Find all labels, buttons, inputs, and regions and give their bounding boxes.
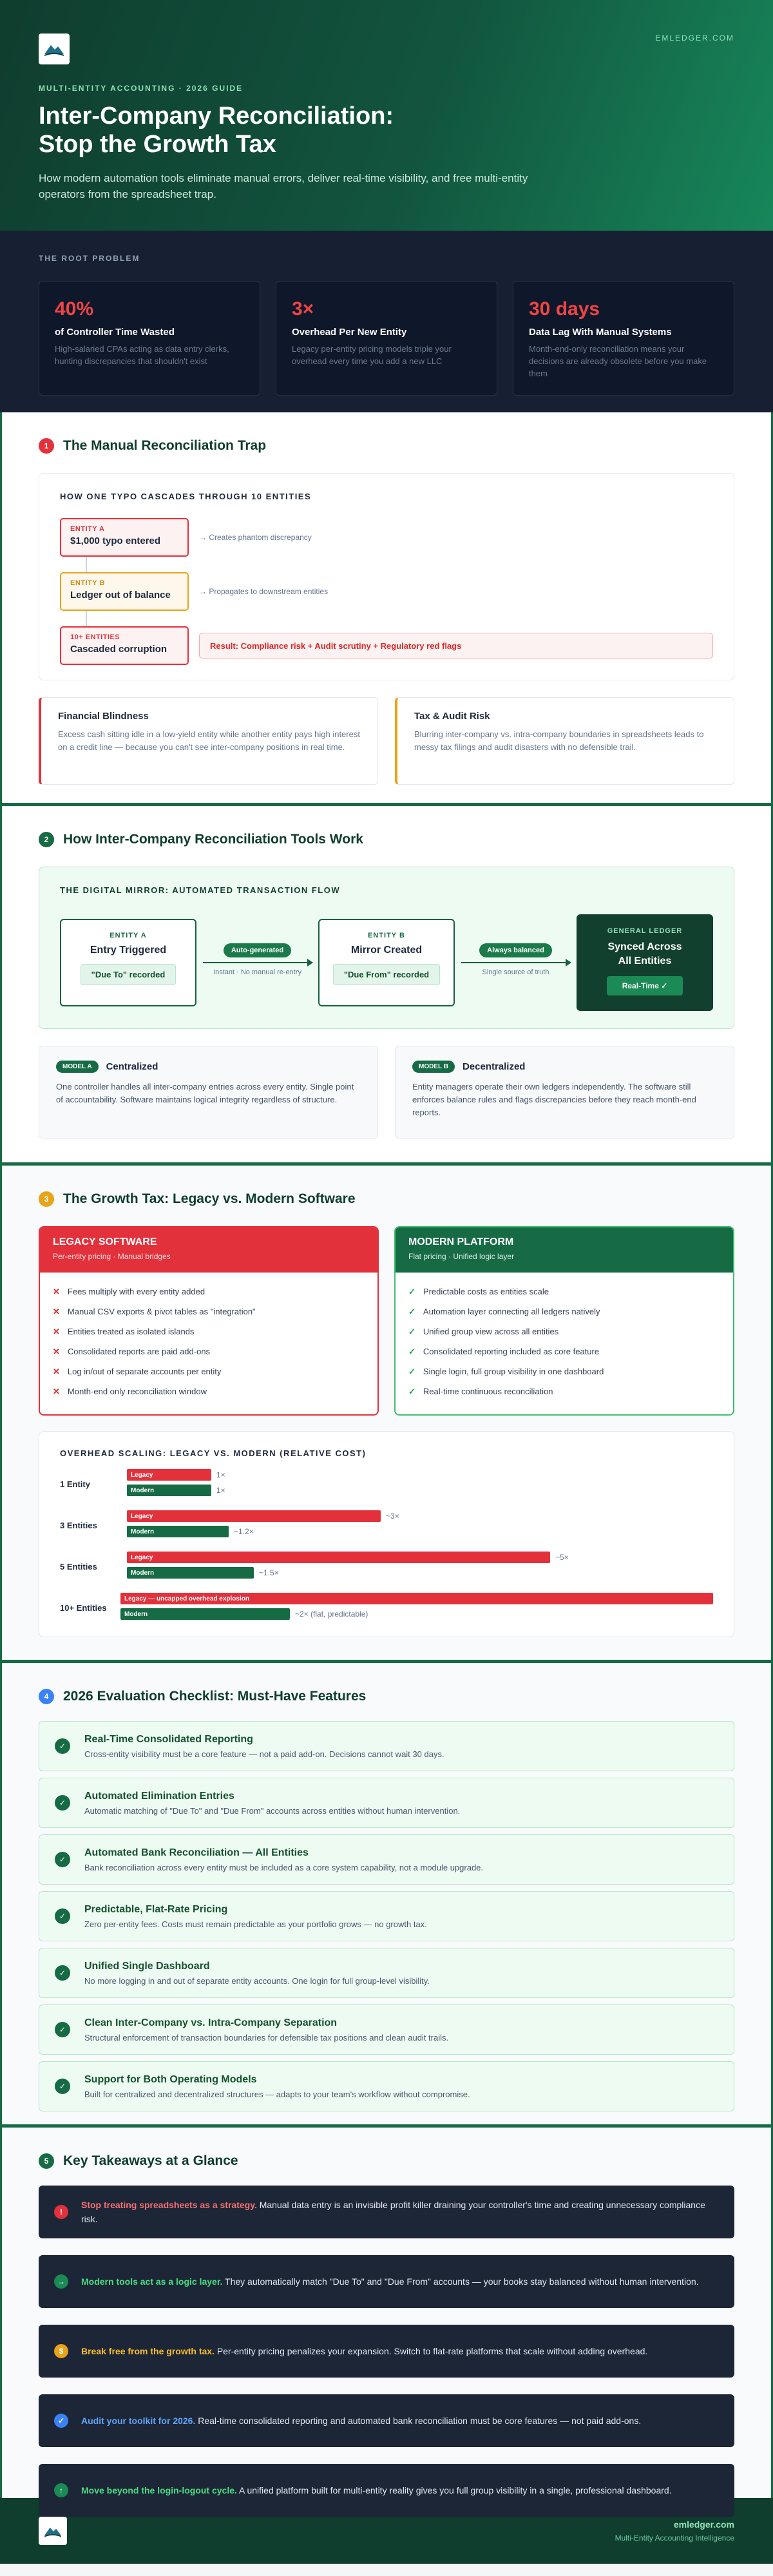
modern-bar: Modern <box>120 1608 290 1620</box>
model-title: Centralized <box>106 1061 158 1072</box>
takeaway-lead: Stop treating spreadsheets as a strategy. <box>81 2200 257 2210</box>
arrow-sub: Single source of truth <box>482 968 549 976</box>
section-growth-tax <box>0 1166 773 1660</box>
stat-title: Overhead Per New Entity <box>292 327 407 338</box>
check-icon: ✓ <box>408 1286 415 1296</box>
overhead-scaling-chart <box>39 1431 734 1637</box>
model-header <box>412 1061 717 1073</box>
takeaway-card <box>39 2464 734 2517</box>
footer-tagline: Multi-Entity Accounting Intelligence <box>615 2533 734 2542</box>
check-icon: ✓ <box>55 1795 70 1811</box>
model-card-decentralized <box>395 1046 734 1139</box>
list-item <box>408 1381 720 1401</box>
checklist-title: Automated Elimination Entries <box>84 1790 234 1802</box>
checklist-desc: Zero per-entity fees. Costs must remain predictable as your portfolio grows — no growth tax. <box>84 1919 427 1929</box>
checklist-title: Predictable, Flat-Rate Pricing <box>84 1903 228 1915</box>
arrow-tag: Always balanced <box>479 943 552 957</box>
flow-arrow <box>196 943 318 982</box>
cascade-box-key: ENTITY B <box>70 579 105 587</box>
entity-title: Mirror Created <box>350 945 423 956</box>
arrow-tag: Auto-generated <box>224 943 291 957</box>
hero-subtitle: How modern automation tools eliminate manual errors, deliver real-time visibility, and free multi-entity operators from the spreadsheet trap. <box>39 172 528 200</box>
chart-rows <box>60 1468 713 1623</box>
checklist-item <box>39 1948 734 1998</box>
takeaway-icon: $ <box>54 2344 68 2358</box>
title-line-1: Inter-Company Reconciliation: <box>39 102 394 130</box>
risk-card-title: Financial Blindness <box>58 711 149 722</box>
list-item-text: Unified group view across all entities <box>423 1327 559 1336</box>
comparison-cards <box>39 1226 734 1416</box>
takeaway-text <box>81 2198 719 2226</box>
hero-eyebrow: MULTI-ENTITY ACCOUNTING · 2026 GUIDE <box>39 84 243 93</box>
legacy-software-card <box>39 1226 379 1416</box>
legacy-bar: Legacy <box>127 1510 381 1522</box>
entity-title: Entry Triggered <box>90 945 167 956</box>
list-item-text: Fees multiply with every entity added <box>67 1287 205 1296</box>
cascade-box <box>60 518 189 557</box>
modern-bar: Modern <box>127 1485 211 1496</box>
chart-category-row <box>60 1592 713 1623</box>
modern-platform-card <box>394 1226 734 1416</box>
risk-card-financial-blindness <box>39 697 378 785</box>
footer-site-link[interactable]: emledger.com <box>673 2519 734 2530</box>
checklist-title: Clean Inter-Company vs. Intra-Company Separation <box>84 2017 338 2028</box>
risk-card-title: Tax & Audit Risk <box>414 711 490 722</box>
list-item <box>408 1361 720 1381</box>
legacy-bar: Legacy <box>127 1469 211 1481</box>
chart-bar-row <box>127 1566 713 1579</box>
stat-number: 3× <box>292 298 314 320</box>
section-number-badge: 4 <box>39 1689 54 1704</box>
section-number-badge: 1 <box>39 438 54 454</box>
chart-category-label: 10+ Entities <box>60 1602 107 1613</box>
list-item-text: Entities treated as isolated islands <box>67 1327 195 1336</box>
arrow-right-icon <box>203 962 312 963</box>
stat-title: of Controller Time Wasted <box>55 327 175 338</box>
list-item <box>408 1282 720 1302</box>
takeaway-lead: Audit your toolkit for 2026. <box>81 2416 196 2426</box>
ledger-title <box>584 940 705 968</box>
checklist-desc: Structural enforcement of transaction boundaries for defensible tax positions and clean audit trails. <box>84 2032 449 2043</box>
footer-text <box>615 2519 734 2542</box>
takeaway-text <box>81 2483 672 2497</box>
stats-row <box>39 281 734 396</box>
legacy-subtitle: Per-entity pricing · Manual bridges <box>53 1252 171 1261</box>
bar-value-label: ~1.2× <box>234 1527 254 1536</box>
bar-value-label: ~5× <box>555 1553 569 1562</box>
model-card-centralized <box>39 1046 378 1139</box>
entity-a-box <box>60 919 196 1006</box>
modern-list <box>396 1273 733 1410</box>
check-icon: ✓ <box>55 1965 70 1981</box>
chart-category-label: 5 Entities <box>60 1561 97 1572</box>
cascade-box <box>60 626 189 665</box>
chart-bar-row <box>120 1592 713 1605</box>
legacy-list <box>40 1273 377 1410</box>
modern-bar: Modern <box>127 1526 229 1537</box>
chart-bar-row <box>127 1510 713 1523</box>
cascade-box-value: Ledger out of balance <box>70 590 171 601</box>
modern-title: MODERN PLATFORM <box>408 1236 514 1247</box>
section-heading <box>39 832 734 847</box>
general-ledger-box <box>577 914 713 1011</box>
checklist-title: Unified Single Dashboard <box>84 1960 210 1972</box>
chart-category-row <box>60 1510 713 1541</box>
takeaway-body: They automatically match "Due To" and "Due From" accounts — your books stay balanced without human intervention. <box>222 2276 699 2287</box>
bar-value-label: 1× <box>216 1470 225 1479</box>
modern-subtitle: Flat pricing · Unified logic layer <box>408 1252 515 1261</box>
site-url[interactable]: EMLEDGER.COM <box>655 34 734 43</box>
legacy-header <box>40 1227 377 1273</box>
chart-bar-row <box>127 1468 713 1481</box>
chart-category-row <box>60 1551 713 1582</box>
takeaway-body: Per-entity pricing penalizes your expansion. Switch to flat-rate platforms that scale without adding overhead. <box>214 2346 648 2356</box>
digital-mirror-panel <box>39 867 734 1029</box>
checklist-desc: No more logging in and out of separate entity accounts. One login for full group-level visibility. <box>84 1975 430 1986</box>
modern-bar: Modern <box>127 1567 254 1579</box>
entity-key: ENTITY A <box>110 932 147 939</box>
title-line-2: Stop the Growth Tax <box>39 131 276 158</box>
section-title: Key Takeaways at a Glance <box>63 2153 238 2168</box>
takeaway-lead: Break free from the growth tax. <box>81 2346 215 2356</box>
list-item-text: Consolidated reports are paid add-ons <box>67 1347 211 1356</box>
model-tag: MODEL B <box>412 1061 455 1073</box>
cascade-box-key: ENTITY A <box>70 525 105 533</box>
list-item <box>408 1322 720 1341</box>
chart-category-row <box>60 1468 713 1499</box>
logo-mountain-icon <box>43 2523 62 2539</box>
entity-pill: "Due To" recorded <box>81 964 177 985</box>
checklist-desc: Automatic matching of "Due To" and "Due From" accounts across entities without human intervention. <box>84 1805 461 1816</box>
cascade-step <box>60 572 713 611</box>
modern-header <box>396 1227 733 1273</box>
connector-line <box>86 557 87 572</box>
risk-cards <box>39 697 734 785</box>
section-heading <box>39 1689 734 1704</box>
page-title <box>39 102 734 159</box>
ledger-key: GENERAL LEDGER <box>607 927 683 935</box>
stat-card <box>513 281 734 396</box>
stat-desc: High-salaried CPAs acting as data entry clerks, hunting discrepancies that shouldn't exist <box>55 344 229 366</box>
takeaway-card <box>39 2186 734 2238</box>
list-item-text: Consolidated reporting included as core feature <box>423 1347 600 1356</box>
list-item-text: Real-time continuous reconciliation <box>423 1387 553 1396</box>
section-evaluation-checklist <box>0 1663 773 2124</box>
list-item <box>53 1282 365 1302</box>
chart-bar-row <box>127 1551 713 1564</box>
checklist-item <box>39 1891 734 1941</box>
cascade-box-value: Cascaded corruption <box>70 644 167 655</box>
list-item <box>53 1341 365 1361</box>
cascade-box <box>60 572 189 611</box>
checklist <box>39 1721 734 2111</box>
emledger-logo[interactable] <box>39 34 70 64</box>
stat-number: 30 days <box>529 298 600 320</box>
takeaway-text <box>81 2344 647 2358</box>
cascade-box-key: 10+ ENTITIES <box>70 633 120 641</box>
legacy-bar: Legacy <box>127 1552 550 1563</box>
model-title: Decentralized <box>462 1061 526 1072</box>
real-time-button[interactable]: Real-Time ✓ <box>607 976 683 995</box>
x-icon: ✕ <box>53 1366 60 1376</box>
entity-key: ENTITY B <box>368 932 405 939</box>
stat-card <box>39 281 260 396</box>
chart-bar-group <box>127 1468 713 1499</box>
chart-bar-group <box>120 1592 713 1623</box>
section-title: 2026 Evaluation Checklist: Must-Have Features <box>63 1689 367 1704</box>
checklist-desc: Cross-entity visibility must be a core feature — not a paid add-on. Decisions cannot wait 30 days. <box>84 1749 444 1759</box>
takeaway-icon: → <box>54 2274 68 2289</box>
takeaway-icon: ↑ <box>54 2483 68 2497</box>
list-item <box>408 1341 720 1361</box>
legacy-title: LEGACY SOFTWARE <box>53 1236 157 1247</box>
ledger-title-line-1: Synced Across <box>607 941 682 952</box>
chart-bar-row <box>127 1525 713 1538</box>
stat-desc: Month-end-only reconciliation means your decisions are already obsolete before you make them <box>529 344 707 378</box>
takeaway-icon: ! <box>54 2205 68 2219</box>
chart-title: OVERHEAD SCALING: LEGACY VS. MODERN (RELATIVE COST) <box>60 1448 367 1458</box>
section-title: The Growth Tax: Legacy vs. Modern Software <box>63 1191 356 1206</box>
x-icon: ✕ <box>53 1326 60 1336</box>
x-icon: ✕ <box>53 1386 60 1396</box>
checklist-item <box>39 1834 734 1885</box>
check-icon: ✓ <box>408 1386 415 1396</box>
list-item <box>53 1322 365 1341</box>
check-icon: ✓ <box>55 1738 70 1754</box>
cascade-panel <box>39 473 734 680</box>
ledger-title-line-2: All Entities <box>618 956 672 966</box>
takeaway-list <box>39 2186 734 2517</box>
chart-category-label: 1 Entity <box>60 1479 90 1489</box>
operating-models <box>39 1046 734 1139</box>
stat-desc: Legacy per-entity pricing models triple your overhead every time you add a new LLC <box>292 344 452 366</box>
bar-value-label: ~2× (flat, predictable) <box>295 1610 368 1619</box>
x-icon: ✕ <box>53 1306 60 1316</box>
legacy-bar: Legacy — uncapped overhead explosion <box>120 1593 713 1604</box>
section-title: The Manual Reconciliation Trap <box>63 438 267 453</box>
model-tag: MODEL A <box>56 1061 99 1073</box>
panel-title: THE DIGITAL MIRROR: AUTOMATED TRANSACTION FLOW <box>60 885 341 895</box>
cascade-note: → Propagates to downstream entities <box>199 587 329 596</box>
risk-card-desc: Excess cash sitting idle in a low-yield entity while another entity pays high interest on a credit line — because you can't see inter-company positions in real time. <box>58 729 360 752</box>
entity-pill: "Due From" recorded <box>333 964 440 985</box>
checklist-desc: Bank reconciliation across every entity must be included as a core system capability, not a module upgrade. <box>84 1862 484 1872</box>
entity-b-box <box>318 919 455 1006</box>
section-manual-trap <box>0 412 773 803</box>
logo-mountain-icon <box>43 40 65 58</box>
takeaway-body: A unified platform built for multi-entity reality gives you full group visibility in a single, professional dashboard. <box>236 2485 672 2495</box>
checklist-item <box>39 1778 734 1828</box>
takeaway-icon: ✓ <box>54 2414 68 2428</box>
list-item <box>53 1361 365 1381</box>
check-icon: ✓ <box>55 1908 70 1924</box>
connector-line <box>86 611 87 626</box>
risk-card-desc: Blurring inter-company vs. intra-company boundaries in spreadsheets leads to messy tax filings and audit disasters with no defensible trail. <box>414 729 704 752</box>
checklist-title: Automated Bank Reconciliation — All Entities <box>84 1847 309 1858</box>
x-icon: ✕ <box>53 1286 60 1296</box>
takeaway-lead: Modern tools act as a logic layer. <box>81 2276 223 2287</box>
checklist-item <box>39 1721 734 1771</box>
list-item-text: Predictable costs as entities scale <box>423 1287 549 1296</box>
cascade-note: → Creates phantom discrepancy <box>199 533 312 542</box>
check-icon: ✓ <box>408 1366 415 1376</box>
checklist-item <box>39 2061 734 2111</box>
bar-value-label: ~1.5× <box>259 1568 279 1577</box>
check-icon: ✓ <box>55 2079 70 2094</box>
cascade-box-value: $1,000 typo entered <box>70 535 161 546</box>
check-icon: ✓ <box>55 2022 70 2037</box>
cascade-chain <box>60 518 713 665</box>
stat-card <box>276 281 497 396</box>
hero-banner <box>0 0 773 231</box>
root-problem-label: THE ROOT PROBLEM <box>39 254 140 263</box>
model-desc: One controller handles all inter-company entries across every entity. Single point of accountability. Software maintains logical integrity regardless of structure. <box>56 1082 354 1104</box>
list-item-text: Log in/out of separate accounts per entity <box>67 1367 222 1376</box>
section-how-tools-work <box>0 806 773 1162</box>
section-number-badge: 2 <box>39 832 54 847</box>
flow-arrow <box>455 943 577 982</box>
takeaway-text <box>81 2414 641 2428</box>
takeaway-lead: Move beyond the login-logout cycle. <box>81 2485 237 2495</box>
chart-bar-row <box>120 1608 713 1620</box>
bar-value-label: 1× <box>216 1486 225 1495</box>
x-icon: ✕ <box>53 1346 60 1356</box>
root-problem-section <box>0 231 773 412</box>
cascade-result: Result: Compliance risk + Audit scrutiny + Regulatory red flags <box>199 633 713 658</box>
list-item-text: Manual CSV exports & pivot tables as "integration" <box>67 1307 256 1316</box>
takeaway-body: Manual data entry is an invisible profit killer draining your controller's time and creating unnecessary compliance risk. <box>81 2200 705 2224</box>
chart-bar-row <box>127 1484 713 1497</box>
section-title: How Inter-Company Reconciliation Tools Work <box>63 832 363 847</box>
takeaway-card <box>39 2325 734 2378</box>
footer-logo[interactable] <box>39 2517 67 2545</box>
arrow-sub: Instant · No manual re-entry <box>213 968 301 976</box>
checklist-item <box>39 2004 734 2055</box>
model-header <box>56 1061 361 1073</box>
chart-category-label: 3 Entities <box>60 1520 97 1530</box>
check-icon: ✓ <box>408 1346 415 1356</box>
checklist-title: Real-Time Consolidated Reporting <box>84 1733 253 1745</box>
stat-title: Data Lag With Manual Systems <box>529 327 672 338</box>
section-key-takeaways <box>0 2128 773 2498</box>
checklist-title: Support for Both Operating Models <box>84 2073 257 2085</box>
arrow-right-icon <box>461 962 570 963</box>
section-heading <box>39 438 734 454</box>
list-item-text: Single login, full group visibility in one dashboard <box>423 1367 604 1376</box>
section-number-badge: 5 <box>39 2153 54 2169</box>
transaction-flow <box>60 914 713 1011</box>
section-heading <box>39 2153 734 2169</box>
chart-bar-group <box>127 1510 713 1541</box>
list-item <box>408 1302 720 1322</box>
list-item <box>53 1381 365 1401</box>
check-icon: ✓ <box>55 1852 70 1867</box>
checklist-desc: Built for centralized and decentralized structures — adapts to your team's workflow without compromise. <box>84 2089 470 2099</box>
bar-value-label: ~3× <box>386 1512 399 1521</box>
takeaway-card <box>39 2255 734 2308</box>
list-item-text: Month-end only reconciliation window <box>67 1387 207 1396</box>
takeaway-card <box>39 2394 734 2447</box>
section-heading <box>39 1191 734 1207</box>
takeaway-body: Real-time consolidated reporting and automated bank reconciliation must be core features — not paid add-ons. <box>195 2416 642 2426</box>
panel-title: HOW ONE TYPO CASCADES THROUGH 10 ENTITIES <box>60 492 312 501</box>
model-desc: Entity managers operate their own ledgers independently. The software still enforces balance rules and flags discrepancies before they reach month-end reports. <box>412 1082 696 1117</box>
stat-number: 40% <box>55 298 94 320</box>
chart-bar-group <box>127 1551 713 1582</box>
cascade-step <box>60 626 713 665</box>
check-icon: ✓ <box>408 1326 415 1336</box>
risk-card-tax-audit <box>395 697 734 785</box>
takeaway-text <box>81 2274 699 2289</box>
list-item <box>53 1302 365 1322</box>
check-icon: ✓ <box>408 1306 415 1316</box>
cascade-step <box>60 518 713 557</box>
section-number-badge: 3 <box>39 1191 54 1207</box>
list-item-text: Automation layer connecting all ledgers natively <box>423 1307 600 1316</box>
